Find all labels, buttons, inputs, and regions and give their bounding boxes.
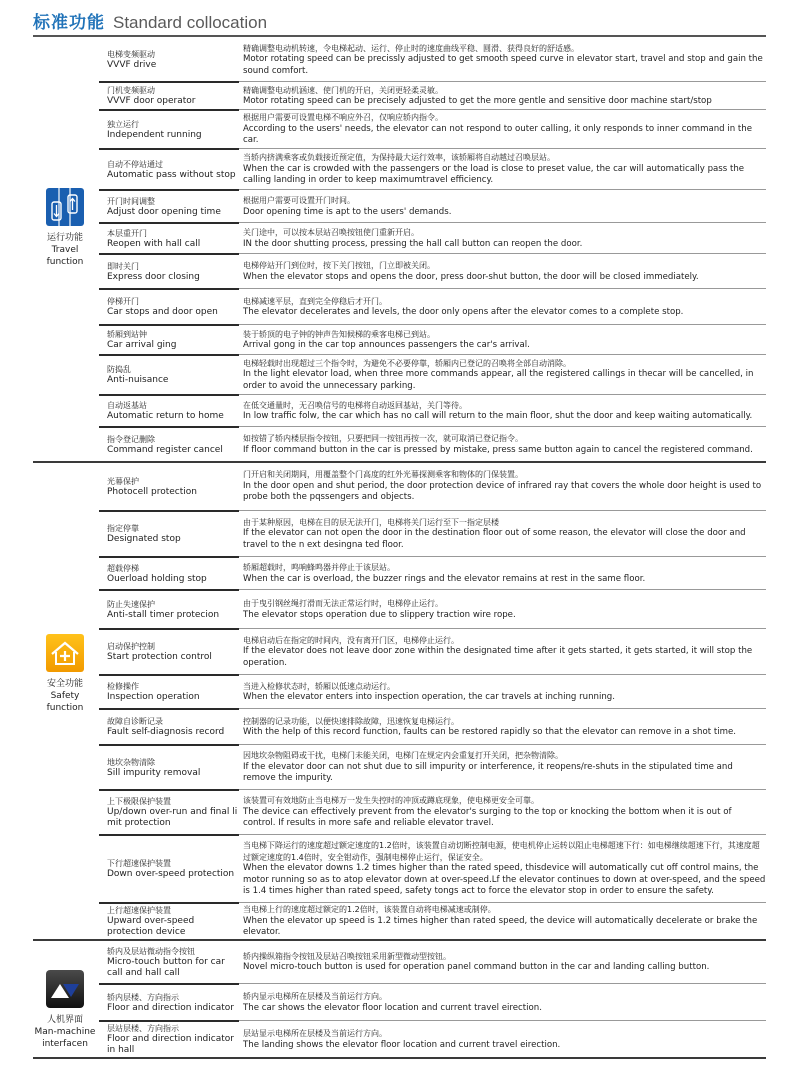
description-zh: 该装置可有效地防止当电梯万一发生失控时的冲顶或蹲底现象，使电梯更安全可靠。 (243, 796, 539, 806)
feature-name-zh: 光幕保护 (107, 476, 139, 486)
description-zh: 由于某种原因，电梯在目的层无法开门，电梯将关门运行至下一指定层楼 (243, 517, 499, 527)
feature-description (239, 940, 766, 984)
feature-row (99, 1021, 766, 1058)
description-en: When the elevator up speed is 1.2 times higher than rated speed, the device will automatically decelerate or brake the elevator. (243, 915, 758, 938)
description-en: IN the door shutting process, pressing the hall call button can reopen the door. (243, 238, 583, 249)
description-zh: 层站显示电梯所在层楼及当前运行方向。 (243, 1029, 387, 1038)
house-plus-icon (46, 634, 84, 672)
row-divider (99, 510, 239, 512)
feature-name (99, 557, 239, 590)
description-zh: 轿内操纵箱指令按钮及层站召唤按钮采用新型微动型按钮。 (243, 951, 451, 961)
description-en: The device can effectively prevent from the elevator's surging to the top or knocking the bottom when it is out of control. If results in more safe and reliable elevator travel. (243, 806, 732, 829)
feature-name (99, 254, 239, 289)
feature-row (99, 903, 766, 940)
description-zh: 电梯停站开门到位时，按下关门按钮，门立即被关闭。 (243, 261, 435, 270)
row-divider (239, 222, 766, 223)
row-divider (99, 426, 239, 428)
feature-row (99, 82, 766, 110)
description-zh: 控制器的记录功能，以便快速排除故障，迅速恢复电梯运行。 (243, 716, 459, 726)
feature-name-zh: 即时关门 (107, 261, 139, 271)
feature-name-en: Fault self-diagnosis record (107, 727, 225, 737)
description-zh: 电梯启动后在指定的时间内，没有离开门区，电梯停止运行。 (243, 635, 459, 645)
description-zh: 当轿内挤满乘客或负载接近预定值，为保持最大运行效率，该轿厢将自动越过召唤层站。 (243, 153, 555, 163)
description-en: When the car is crowded with the passengers or the load is close to preset value, the car will automatically pass the calling landing in order to keep maximumtravel efficiency. (243, 163, 745, 186)
row-divider (239, 708, 766, 709)
feature-name-zh: 下行超速保护装置 (107, 859, 171, 868)
feature-name-en: Floor and direction indicator in hall (107, 1034, 234, 1055)
description-en: Door opening time is apt to the users' demands. (243, 206, 452, 217)
row-divider (99, 148, 239, 150)
feature-name (99, 462, 239, 511)
feature-row (99, 790, 766, 835)
category-label (33, 634, 97, 714)
feature-name (99, 110, 239, 149)
feature-description (239, 745, 766, 790)
description-en: If the elevator can not open the door in the destination floor out of some reason, the elevator will close the door and travel to the n ext desingna ted floor. (243, 528, 746, 550)
description-en: According to the users' needs, the elevator can not respond to outer calling, it only responds to inner command in the car. (243, 123, 753, 146)
description-zh: 根据用户需要可设置开门时间。 (243, 196, 355, 205)
feature-name-zh: 上下极限保护装置 (107, 797, 171, 806)
feature-name-en: Reopen with hall call (107, 238, 201, 249)
feature-description (239, 590, 766, 629)
feature-name-en: Ouerload holding stop (107, 573, 207, 584)
feature-name (99, 38, 239, 82)
feature-name (99, 903, 239, 940)
feature-name-zh: 自动返基站 (107, 401, 147, 410)
category-label (33, 970, 97, 1050)
feature-name (99, 835, 239, 903)
feature-name-zh: 地坎杂物清除 (107, 757, 155, 767)
feature-name (99, 289, 239, 325)
description-zh: 如按错了轿内楼层指令按钮，只要把同一按钮再按一次，就可取消已登记指令。 (243, 434, 523, 443)
description-en: Motor rotating speed can be precissly adjusted to get smooth speed curve in elevator start, travel and stop and gain the sound comfort. (243, 54, 763, 76)
feature-name-zh: 自动不停站通过 (107, 159, 163, 169)
row-divider (99, 354, 239, 356)
feature-description (239, 110, 766, 149)
description-zh: 装于轿顶的电子钟的钟声告知候梯的乘客电梯已到站。 (243, 329, 435, 339)
row-divider (239, 81, 766, 82)
feature-name (99, 1021, 239, 1058)
feature-description (239, 254, 766, 289)
feature-name (99, 355, 239, 395)
feature-name-en: Floor and direction indicator (107, 1002, 234, 1013)
feature-row (99, 462, 766, 511)
row-divider (239, 902, 766, 903)
row-divider (99, 902, 239, 904)
feature-name (99, 709, 239, 745)
feature-row (99, 149, 766, 190)
feature-name-en: Automatic return to home (107, 411, 224, 421)
row-divider (99, 1020, 239, 1022)
feature-row (99, 590, 766, 629)
row-divider (99, 324, 239, 326)
feature-name (99, 511, 239, 557)
row-divider (239, 674, 766, 675)
description-en: The elevator stops operation due to slippery traction wire rope. (243, 609, 516, 620)
description-zh: 精确调整电动机涵速、使门机的开启，关闭更轻柔灵敏。 (243, 85, 443, 95)
row-divider (239, 983, 766, 984)
description-en: In low traffic folw, the car which has no call will return to the main floor, shut the door and keep waiting automatically. (243, 411, 753, 421)
description-en: When the elevator downs 1.2 times higher than the rated speed, thisdevice will automatically cut off control mains, the motor running so as to atop elevator down at over-speed.Lf the elevator continues to down at over-speed, and the speed is 1.4 times higher than rated speed, safety tongs act to force the elevator stop in order to ensure the safety. (243, 863, 766, 897)
feature-name-zh: 启动保护控制 (107, 642, 155, 651)
feature-row (99, 984, 766, 1021)
category-cat-en1: Travel (51, 245, 79, 255)
row-divider (99, 189, 239, 191)
feature-name (99, 223, 239, 254)
row-divider (239, 324, 766, 325)
feature-name (99, 395, 239, 427)
description-zh: 门开启和关闭期间，用覆盖整个门高度的红外光幕探测乘客和物体的门保装置。 (243, 470, 523, 480)
feature-description (239, 557, 766, 590)
elevator-arrows-icon (46, 188, 84, 226)
description-en: If the elevator does not leave door zone within the designated time after it gets started, it gets started, it will stop the operation. (243, 646, 753, 668)
feature-name (99, 629, 239, 675)
row-divider (239, 189, 766, 190)
description-en: When the elevator stops and opens the door, press door-shut button, the door will be closed immediately. (243, 271, 699, 282)
feature-name-en: Start protection control (107, 652, 212, 662)
category-cat-en1: Man-machine (34, 1027, 96, 1037)
feature-description (239, 629, 766, 675)
feature-description (239, 355, 766, 395)
feature-row (99, 355, 766, 395)
feature-name-en: Express door closing (107, 271, 200, 282)
description-zh: 当电梯下降运行的速度超过额定速度的1.2倍时，该装置自动切断控制电源，使电机停止运转以阻止电梯超速下行：如电梯继续超速下行，其速度超过额定速度的1.4倍时，安全钳动作，强制电梯停止运行，保证安全。 (243, 841, 760, 862)
description-zh: 关门途中，可以按本层站召唤按钮使门重新开启。 (243, 228, 419, 237)
description-en: In the door open and shut period, the door protection device of infrared ray that covers the whole door height is used to probe both the pqssengers and objects. (243, 480, 762, 503)
row-divider (239, 556, 766, 557)
row-divider (99, 744, 239, 746)
description-zh: 由于曳引钢丝绳打滑而无法正常运行时，电梯停止运行。 (243, 599, 443, 608)
description-zh: 因地坎杂物阻碍或干扰，电梯门未能关闭，电梯门在规定内会重复打开关闭，把杂物清除。 (243, 751, 563, 761)
feature-row (99, 427, 766, 462)
feature-description (239, 462, 766, 511)
row-divider (99, 628, 239, 630)
title-divider (33, 35, 766, 37)
description-zh: 根据用户需要可设置电梯不响应外召，仅响应轿内指令。 (243, 113, 443, 123)
feature-name (99, 940, 239, 984)
feature-description (239, 709, 766, 745)
feature-name (99, 790, 239, 835)
description-en: If the elevator door can not shut due to sill impurity or interference, it reopens/re-shuts in the stipulated time and remove the impurity. (243, 761, 733, 784)
feature-name-en: Sill impurity removal (107, 767, 201, 778)
feature-name-zh: 轿厢到站钟 (107, 330, 147, 339)
feature-description (239, 190, 766, 223)
feature-name (99, 984, 239, 1021)
feature-row (99, 835, 766, 903)
feature-name-zh: 上行超速保护装置 (107, 906, 171, 915)
feature-description (239, 149, 766, 190)
row-divider (99, 556, 239, 558)
feature-row (99, 325, 766, 355)
feature-name-en: Command register cancel (107, 444, 223, 455)
category-cat-en2: function (46, 703, 84, 713)
row-divider (239, 510, 766, 511)
description-en: The car shows the elevator floor location and current travel eirection. (243, 1002, 542, 1013)
description-en: In the light elevator load, when three more commands appear, all the registered callings in thecar will be cancelled, in order to avoid the unnecessary parking. (243, 369, 754, 391)
description-en: Motor rotating speed can be precisely adjusted to get the more gentle and sensitive door machine start/stop (243, 96, 712, 106)
feature-description (239, 511, 766, 557)
feature-name-zh: 开门时间调整 (107, 196, 155, 206)
feature-row (99, 110, 766, 149)
category-cat-zh: 安全功能 (46, 679, 83, 689)
feature-name-en: Inspection operation (107, 692, 200, 702)
feature-row (99, 629, 766, 675)
row-divider (99, 253, 239, 255)
feature-row (99, 38, 766, 82)
row-divider (99, 674, 239, 676)
category-cat-en2: function (46, 257, 84, 267)
description-en: The elevator decelerates and levels, the door only opens after the elevator comes to a complete stop. (243, 307, 684, 317)
feature-description (239, 38, 766, 82)
feature-name (99, 149, 239, 190)
description-zh: 精确调整电动机转速，令电梯起动、运行、停止时的速度曲线平稳、圆滑、获得良好的舒适感。 (243, 43, 579, 53)
feature-name (99, 427, 239, 462)
category-label (33, 188, 97, 268)
feature-name-en: Micro-touch button for car call and hall call (107, 956, 225, 978)
feature-row (99, 940, 766, 984)
feature-name-zh: 门机变频驱动 (107, 86, 155, 95)
row-divider (239, 148, 766, 149)
feature-description (239, 984, 766, 1021)
feature-name-zh: 指令登记删除 (107, 434, 155, 444)
feature-name-zh: 电梯变频驱动 (107, 50, 155, 59)
title-en: Standard collocation (113, 13, 268, 32)
row-divider (99, 109, 239, 111)
description-zh: 当电梯上行的速度超过额定的1.2倍时，该装置自动将电梯减速或制停。 (243, 905, 496, 915)
row-divider (99, 394, 239, 396)
feature-description (239, 427, 766, 462)
feature-name-en: Designated stop (107, 534, 181, 544)
feature-name-en: Adjust door opening time (107, 206, 221, 217)
row-divider (239, 744, 766, 745)
row-divider (239, 394, 766, 395)
feature-name (99, 745, 239, 790)
feature-name-zh: 停梯开门 (107, 297, 139, 306)
feature-name-zh: 层站层楼、方向指示 (107, 1024, 179, 1033)
section-divider (33, 1057, 766, 1059)
feature-name-zh: 故障自诊断记录 (107, 717, 163, 726)
feature-row (99, 709, 766, 745)
feature-row (99, 557, 766, 590)
category-cat-en1: Safety (50, 691, 80, 701)
feature-description (239, 790, 766, 835)
row-divider (99, 834, 239, 836)
feature-name-en: Car arrival ging (107, 340, 177, 350)
feature-name-zh: 独立运行 (107, 119, 139, 129)
row-divider (239, 628, 766, 629)
feature-name-zh: 指定停靠 (107, 524, 139, 533)
row-divider (239, 354, 766, 355)
row-divider (239, 834, 766, 835)
row-divider (99, 983, 239, 985)
feature-row (99, 223, 766, 254)
description-en: Arrival gong in the car top announces passengers the car's arrival. (243, 340, 530, 350)
row-divider (99, 288, 239, 290)
row-divider (239, 589, 766, 590)
feature-name-en: Anti-stall timer protecion (107, 609, 220, 620)
feature-name (99, 190, 239, 223)
row-divider (99, 589, 239, 591)
row-divider (239, 789, 766, 790)
description-en: With the help of this record function, faults can be restored rapidly so that the elevator can remove in a shot time. (243, 727, 736, 737)
feature-name-en: Independent running (107, 129, 202, 140)
feature-name-en: Down over-speed protection (107, 869, 235, 879)
row-divider (239, 253, 766, 254)
row-divider (99, 789, 239, 791)
category-cat-zh: 运行功能 (46, 233, 83, 243)
feature-row (99, 395, 766, 427)
title-zh: 标准功能 (33, 13, 105, 33)
feature-description (239, 325, 766, 355)
feature-row (99, 190, 766, 223)
feature-name-en: Photocell protection (107, 486, 197, 497)
feature-name-en: Upward over-speed protection device (107, 916, 195, 937)
description-en: If floor command button in the car is pressed by mistake, press same button again to cancel the registered command. (243, 444, 753, 455)
feature-row (99, 511, 766, 557)
category-cat-zh: 人机界面 (46, 1015, 83, 1025)
feature-name (99, 82, 239, 110)
feature-description (239, 395, 766, 427)
description-en: When the car is overload, the buzzer rings and the elevator remains at rest in the same floor. (243, 573, 646, 584)
row-divider (239, 426, 766, 427)
description-en: Novel micro-touch button is used for operation panel command button in the car and landing calling button. (243, 962, 710, 972)
row-divider (99, 81, 239, 83)
feature-row (99, 745, 766, 790)
description-zh: 在低交通量时，无召唤信号的电梯将自动返回基站，关门等待。 (243, 400, 467, 410)
row-divider (239, 109, 766, 110)
description-en: The landing shows the elevator floor location and current travel eirection. (243, 1039, 561, 1050)
feature-name-zh: 本层重开门 (107, 228, 147, 238)
feature-name-en: VVVF drive (107, 60, 157, 70)
category-cat-en2: interfacen (42, 1039, 88, 1049)
feature-name-en: Up/down over-run and final li mit protection (107, 807, 238, 828)
row-divider (239, 288, 766, 289)
feature-description (239, 289, 766, 325)
feature-row (99, 675, 766, 709)
description-zh: 当进入检修状态时，轿厢以低速点动运行。 (243, 681, 395, 691)
row-divider (239, 1020, 766, 1021)
row-divider (99, 708, 239, 710)
page-title (33, 8, 267, 34)
feature-name (99, 325, 239, 355)
feature-name-zh: 轿内及层站微动指令按钮 (107, 946, 195, 956)
feature-name-en: Automatic pass without stop (107, 169, 236, 180)
feature-description (239, 903, 766, 940)
feature-name-en: Car stops and door open (107, 307, 218, 317)
feature-name (99, 590, 239, 629)
feature-name-zh: 轿内层楼、方向指示 (107, 992, 179, 1002)
feature-description (239, 82, 766, 110)
feature-name (99, 675, 239, 709)
description-zh: 电梯减速平层，直到完全停稳后才开门。 (243, 296, 387, 306)
feature-name-zh: 超载停梯 (107, 563, 139, 573)
feature-row (99, 289, 766, 325)
direction-triangles-icon (46, 970, 84, 1008)
description-en: When the elevator enters into inspection operation, the car travels at inching running. (243, 692, 615, 702)
feature-name-en: Anti-nuisance (107, 375, 169, 385)
feature-description (239, 675, 766, 709)
feature-name-zh: 检修操作 (107, 682, 139, 691)
feature-name-en: VVVF door operator (107, 96, 196, 106)
description-zh: 轿内显示电梯所在层楼及当前运行方向。 (243, 992, 387, 1001)
description-zh: 轿厢超载时，鸣响蜂鸣器并停止于该层站。 (243, 563, 395, 572)
feature-name-zh: 防捣乱 (107, 365, 131, 374)
feature-row (99, 254, 766, 289)
feature-name-zh: 防止失速保护 (107, 599, 155, 609)
description-zh: 电梯轻载时出现超过三个指令时，为避免不必要停靠，轿厢内已登记的召唤将全部自动消除。 (243, 358, 571, 368)
feature-description (239, 1021, 766, 1058)
feature-description (239, 835, 766, 903)
row-divider (99, 222, 239, 224)
feature-description (239, 223, 766, 254)
